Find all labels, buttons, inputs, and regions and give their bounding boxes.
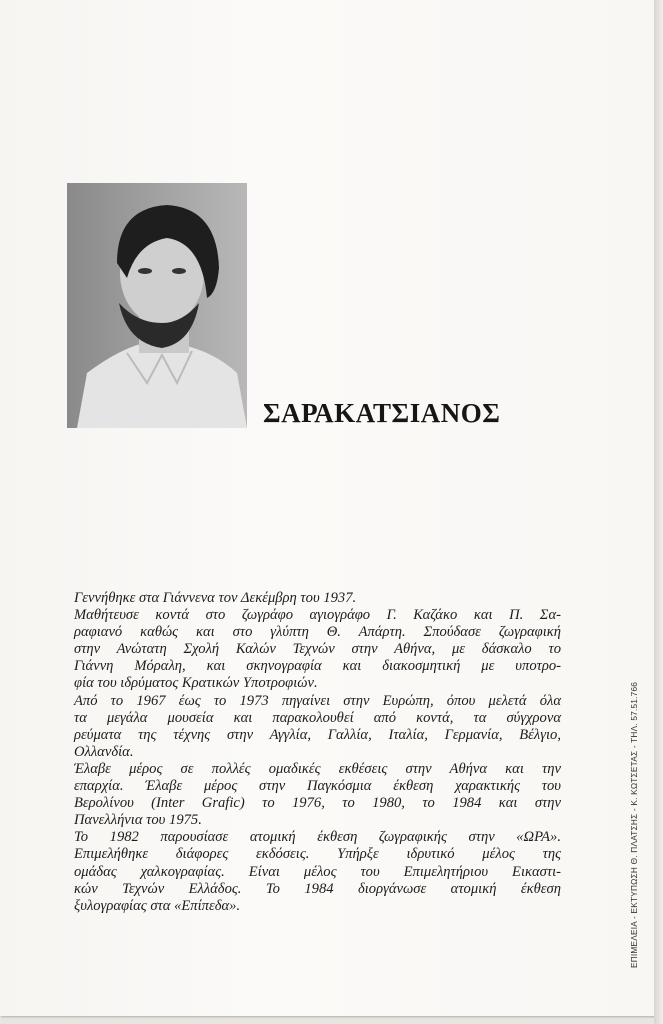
biography-line: επαρχία. Έλαβε μέρος στην Παγκόσμια έκθεση χαρακτικής του bbox=[74, 778, 561, 795]
biography-line: Έλαβε μέρος σε πολλές ομαδικές εκθέσεις στην Αθήνα και την bbox=[74, 760, 561, 777]
biography-line: Γεννήθηκε στα Γιάννενα τον Δεκέμβρη του 1937. bbox=[74, 590, 357, 606]
biography-line: Επιμελήθηκε διάφορες εκδόσεις. Υπήρξε ιδρυτικό μέλος της bbox=[74, 846, 561, 863]
biography-line: τα μεγάλα μουσεία και παρακολουθεί από κοντά, τα σύγχρονα bbox=[74, 709, 561, 726]
printer-credit: ΕΠΙΜΕΛΕΙΑ - ΕΚΤΥΠΩΣΗ Θ. ΠΛΑΤΣΗΣ - Κ. ΚΩΤΣΕΤΑΣ - ΤΗΛ. 57.51.766 bbox=[629, 681, 639, 968]
biography-line: κών Τεχνών Ελλάδος. Το 1984 διοργάνωσε ατομική έκθεση bbox=[74, 880, 561, 897]
biography-line: Από το 1967 έως το 1973 πηγαίνει στην Ευρώπη, όπου μελετά όλα bbox=[74, 692, 561, 709]
biography-paragraph bbox=[74, 590, 561, 607]
biography-line: φία του ιδρύματος Κρατικών Υποτροφιών. bbox=[74, 675, 318, 692]
biography-line: Το 1982 παρουσίασε ατομική έκθεση ζωγραφικής στην «ΩΡΑ». bbox=[74, 829, 561, 846]
biography-line: ραφιανό καθώς και στο γλύπτη Θ. Απάρτη. Σπούδασε ζωγραφική bbox=[74, 624, 561, 641]
artist-name-heading: ΣΑΡΑΚΑΤΣΙΑΝΟΣ bbox=[263, 398, 501, 428]
biography-line: στην Ανώτατη Σχολή Καλών Τεχνών στην Αθήνα, με δάσκαλο το bbox=[74, 641, 561, 658]
biography-line: ρεύματα της τέχνης στην Αγγλία, Γαλλία, Ιταλία, Γερμανία, Βέλγιο, bbox=[74, 726, 561, 743]
biography-text bbox=[74, 590, 561, 915]
page-edge bbox=[654, 0, 663, 1024]
biography-line: Ολλανδία. bbox=[74, 743, 134, 760]
artist-portrait-photo bbox=[67, 183, 247, 428]
biography-line: Γιάννη Μόραλη, και σκηνογραφία και διακοσμητική με υποτρο- bbox=[74, 658, 561, 675]
biography-line: Πανελλήνια του 1975. bbox=[74, 812, 202, 829]
biography-paragraph bbox=[74, 761, 561, 829]
biography-paragraph bbox=[74, 829, 561, 914]
biography-line: ξυλογραφίας στα «Επίπεδα». bbox=[74, 897, 241, 914]
biography-line: Βερολίνου (Inter Grafic) το 1976, το 1980, το 1984 και στην bbox=[74, 795, 561, 812]
biography-line: ομάδας χαλκογραφίας. Είναι μέλος του Επιμελητήριου Εικαστι- bbox=[74, 863, 561, 880]
biography-line: Μαθήτευσε κοντά στο ζωγράφο αγιογράφο Γ. Καζάκο και Π. Σα- bbox=[74, 607, 561, 624]
biography-paragraph bbox=[74, 607, 561, 692]
biography-paragraph bbox=[74, 693, 561, 761]
